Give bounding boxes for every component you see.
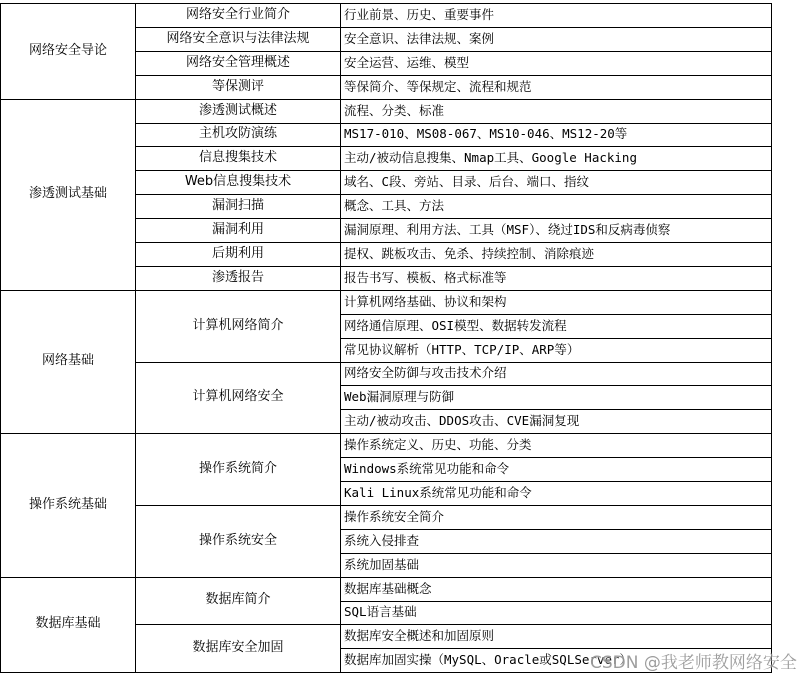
section-cell: 网络安全导论	[28, 42, 107, 58]
topic-cell: 等保测评	[211, 78, 264, 94]
content-cell: 数据库安全概述和加固原则	[344, 628, 495, 644]
topic-cell: 操作系统简介	[198, 461, 277, 477]
topic-cell: 后期利用	[211, 245, 264, 261]
content-cell: 数据库加固实操（MySQL、Oracle或SQLServer）	[344, 652, 633, 668]
topic-cell: 网络安全行业简介	[185, 6, 290, 22]
content-cell: 操作系统定义、历史、功能、分类	[344, 437, 532, 453]
content-cell: 系统入侵排查	[344, 532, 420, 548]
section-cell: 网络基础	[41, 353, 94, 369]
content-cell: 常见协议解析（HTTP、TCP/IP、ARP等）	[344, 341, 580, 357]
content-cell: 漏洞原理、利用方法、工具（MSF）、绕过IDS和反病毒侦察	[344, 222, 671, 238]
content-cell: 报告书写、模板、格式标准等	[344, 269, 507, 285]
section-cell: 数据库基础	[35, 616, 101, 632]
content-cell: Windows系统常见功能和命令	[344, 461, 510, 477]
content-cell: SQL语言基础	[344, 604, 417, 620]
content-cell: 域名、C段、旁站、目录、后台、端口、指纹	[344, 174, 590, 190]
topic-cell: 渗透测试概述	[198, 102, 277, 118]
content-cell: 计算机网络基础、协议和架构	[344, 293, 507, 309]
csdn-watermark: CSDN @我老师教网络安全	[590, 653, 797, 673]
section-divider	[0, 672, 136, 673]
content-cell: Web漏洞原理与防御	[344, 389, 455, 405]
topic-cell: 信息搜集技术	[198, 150, 277, 166]
topic-cell: 渗透报告	[211, 269, 264, 285]
content-cell: 安全运营、运维、模型	[344, 54, 470, 70]
topic-cell: 网络安全管理概述	[185, 54, 290, 70]
row-divider	[340, 672, 772, 673]
content-cell: 等保简介、等保规定、流程和规范	[344, 78, 532, 94]
content-cell: 流程、分类、标准	[344, 102, 445, 118]
topic-cell: 数据库简介	[205, 592, 271, 608]
topic-cell: 漏洞利用	[211, 222, 264, 238]
content-cell: 系统加固基础	[344, 556, 420, 572]
content-cell: 提权、跳板攻击、免杀、持续控制、消除痕迹	[344, 245, 595, 261]
content-cell: 主动/被动攻击、DDOS攻击、CVE漏洞复现	[344, 413, 580, 429]
section-cell: 操作系统基础	[28, 496, 107, 512]
topic-cell: 计算机网络简介	[192, 317, 284, 333]
topic-cell: 网络安全意识与法律法规	[166, 30, 310, 46]
section-cell: 渗透测试基础	[28, 186, 107, 202]
topic-cell: 操作系统安全	[198, 532, 277, 548]
content-cell: 数据库基础概念	[344, 580, 432, 596]
content-cell: 网络安全防御与攻击技术介绍	[344, 365, 507, 381]
content-cell: MS17-010、MS08-067、MS10-046、MS12-20等	[344, 126, 628, 142]
content-cell: 安全意识、法律法规、案例	[344, 30, 495, 46]
content-cell: 行业前景、历史、重要事件	[344, 6, 495, 22]
topic-cell: 数据库安全加固	[192, 640, 284, 656]
topic-divider	[135, 672, 341, 673]
content-cell: 操作系统安全简介	[344, 508, 445, 524]
content-cell: 概念、工具、方法	[344, 198, 445, 214]
topic-cell: 计算机网络安全	[192, 389, 284, 405]
content-cell: 主动/被动信息搜集、Nmap工具、Google Hacking	[344, 150, 637, 166]
topic-cell: 主机攻防演练	[198, 126, 277, 142]
topic-cell: Web信息搜集技术	[184, 174, 292, 190]
content-cell: 网络通信原理、OSI模型、数据转发流程	[344, 317, 567, 333]
topic-cell: 漏洞扫描	[211, 198, 264, 214]
content-cell: Kali Linux系统常见功能和命令	[344, 484, 532, 500]
